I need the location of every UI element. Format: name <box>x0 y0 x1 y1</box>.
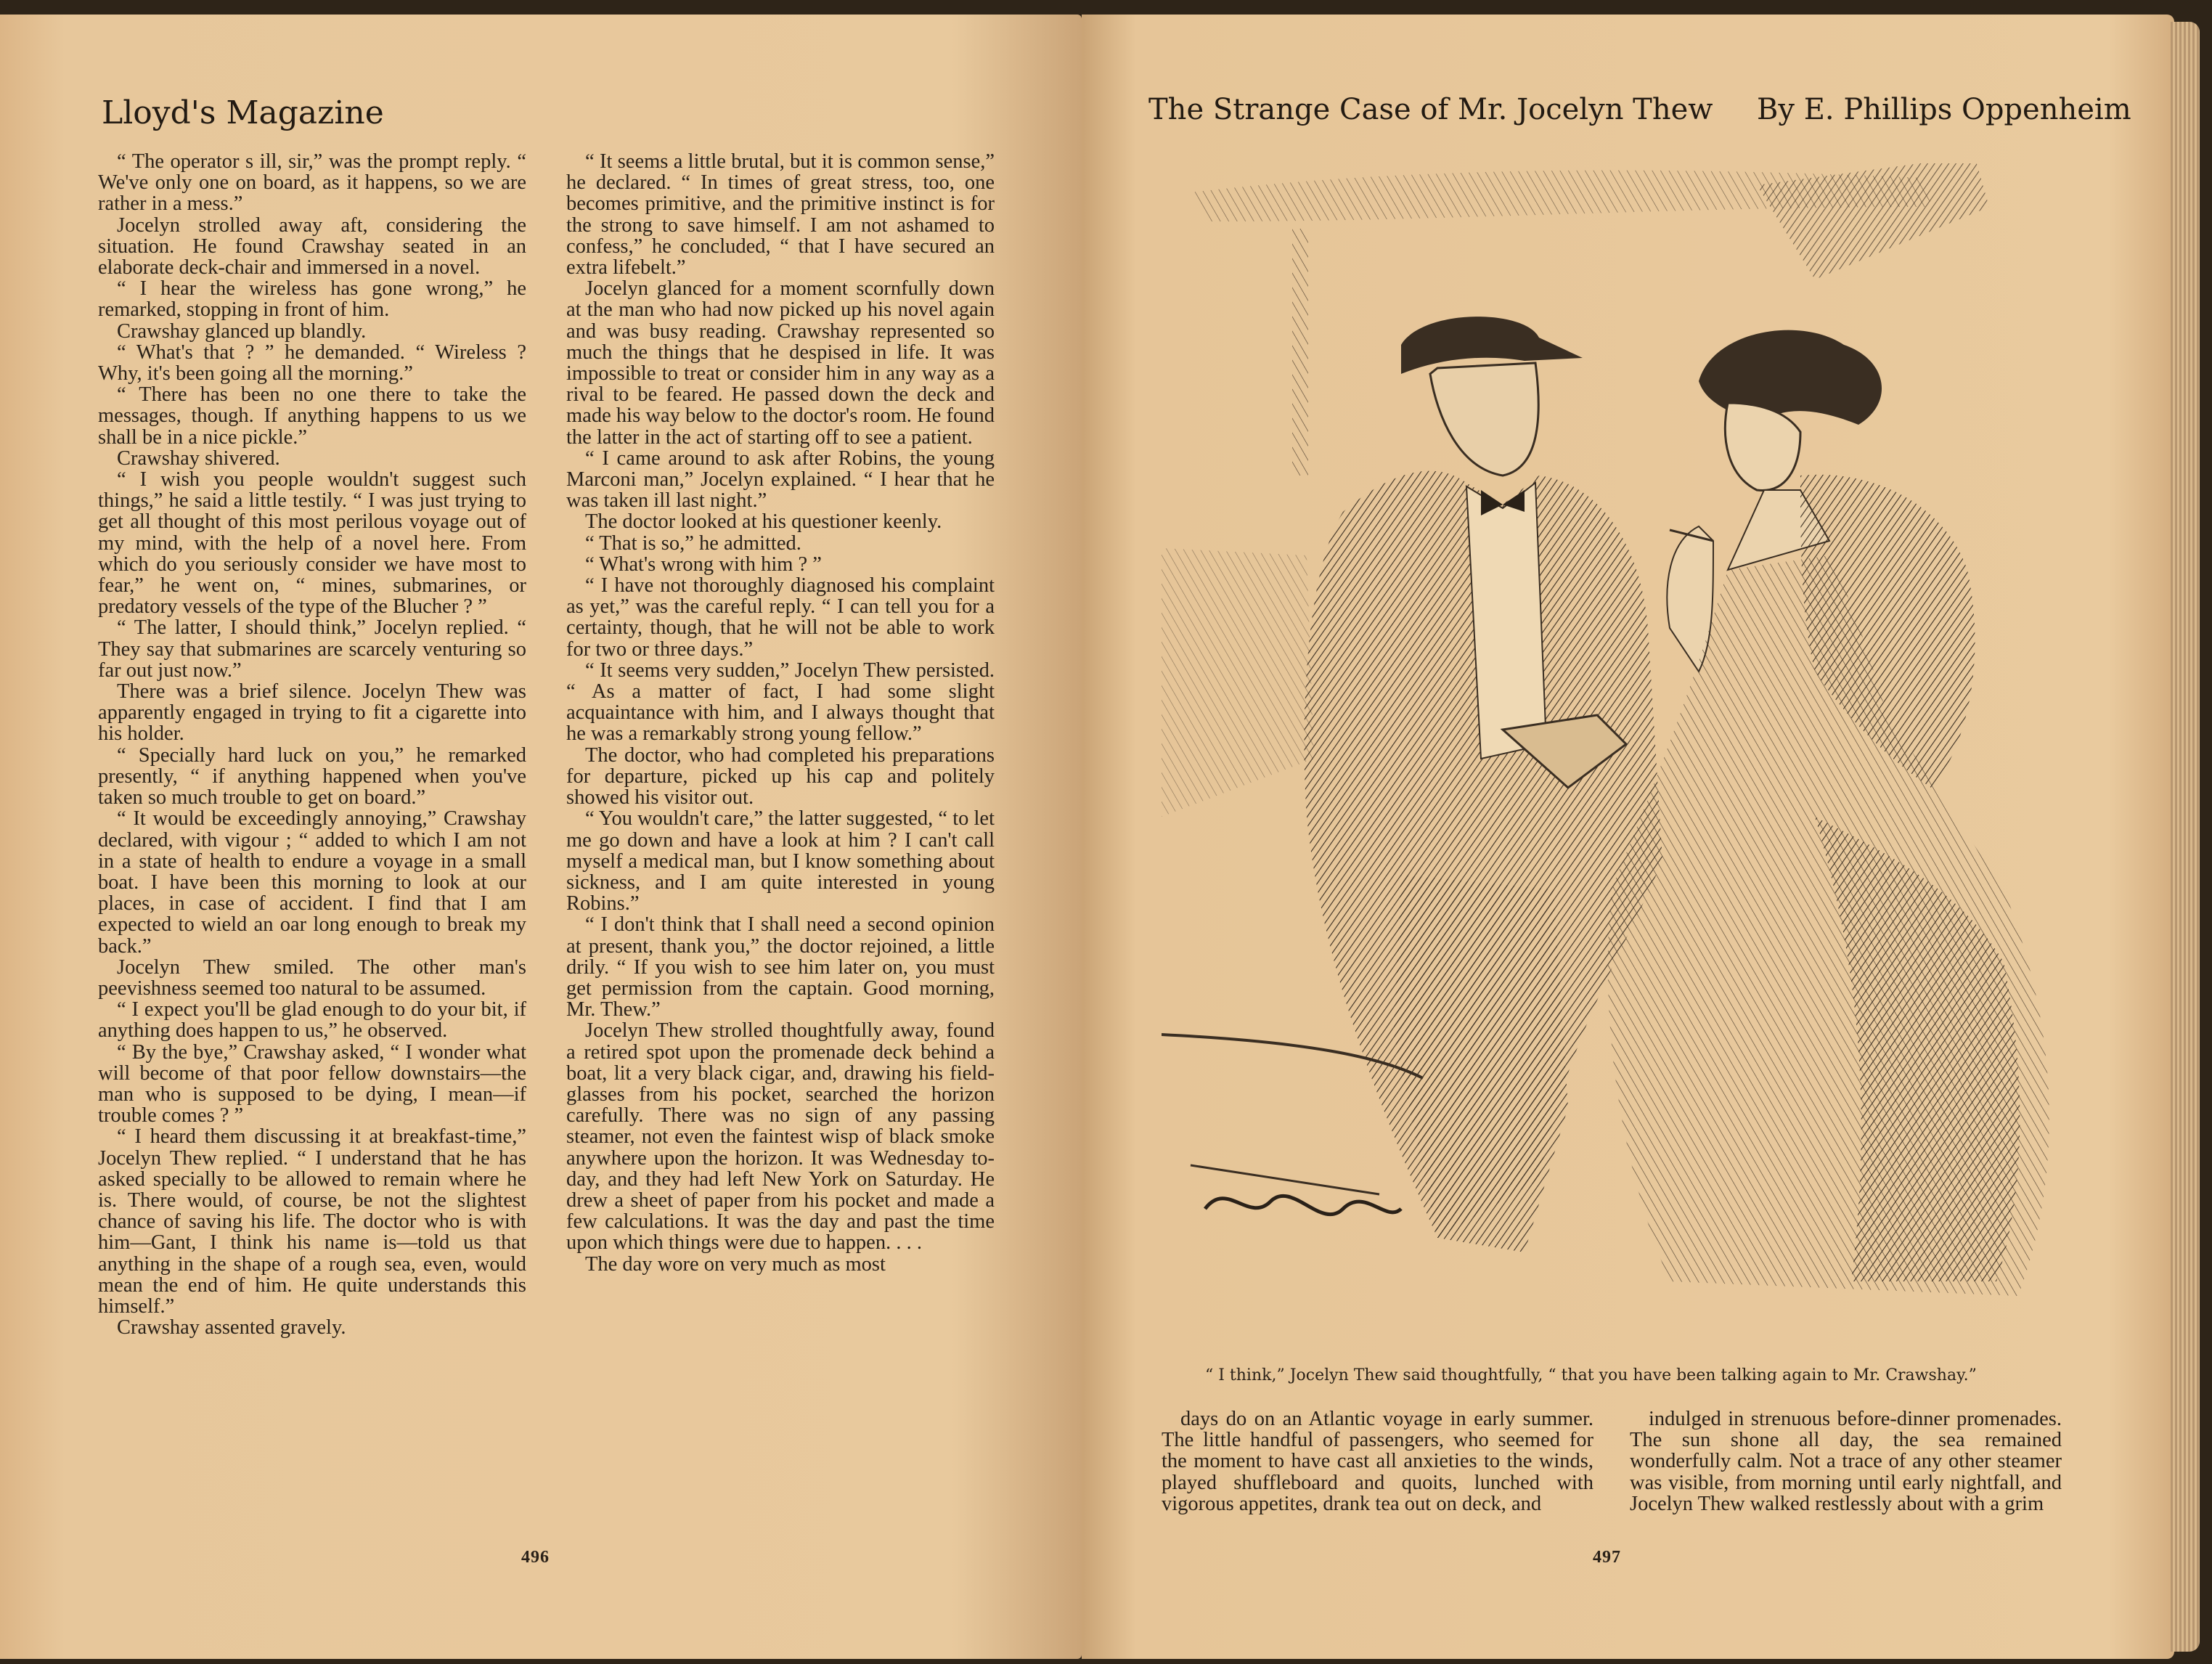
page-edges <box>2171 22 2200 1652</box>
paragraph: There was a brief silence. Jocelyn Thew was apparently engaged in trying to fit a cigarette into his holder. <box>98 680 526 746</box>
paragraph: indulged in strenuous before-dinner promenades. The sun shone all day, the sea remained wonderfully calm. Not a trace of any other steamer was visible, from morning until early nightfall, and Jocelyn Thew walked restlessly about with a grim <box>1630 1408 2062 1515</box>
paragraph: “ I heard them discussing it at breakfast-time,” Jocelyn Thew replied. “ I understand that he has asked specially to be allowed to remain where he is. There would, of course, be not the slightest chance of saving his life. The doctor who is with him—Gant, I think his name is—told us that anything in the shape of a rough sea, even, would mean the end of him. He quite understands this himself.” <box>98 1125 526 1318</box>
paragraph: “ You wouldn't care,” the latter suggested, “ to let me go down and have a look at him ? I can't call myself a medical man, but I know something about sickness, and I am quite interested in young Robins.” <box>566 807 995 915</box>
paragraph: “ I wish you people wouldn't suggest such things,” he said a little testily. “ I was just trying to get all thought of this most perilous voyage out of my mind, with the help of a novel here. From which do you seriously consider we have most to fear,” he went on, “ mines, submarines, or predatory vessels of the type of the Blucher ? ” <box>98 468 526 619</box>
left-column-2 <box>566 151 995 1275</box>
page-number-left: 496 <box>521 1548 550 1567</box>
paragraph: “ I expect you'll be glad enough to do your bit, if anything does happen to us,” he observed. <box>98 998 526 1043</box>
paragraph: days do on an Atlantic voyage in early summer. The little handful of passengers, who seemed for the moment to have cast all anxieties to the winds, played shuffleboard and quoits, lunched with vigorous appetites, drank tea out on deck, and <box>1162 1408 1593 1515</box>
left-column-1 <box>98 151 526 1338</box>
paragraph: “ It seems very sudden,” Jocelyn Thew persisted. “ As a matter of fact, I had some slight acquaintance with him, and I always thought that he was a remarkably strong young fellow.” <box>566 658 995 746</box>
paragraph: Jocelyn Thew strolled thoughtfully away, found a retired spot upon the promenade deck behind a boat, lit a very black cigar, and, drawing his field-glasses from his pocket, searched the horizon carefully. There was no sign of any passing steamer, not even the faintest wisp of black smoke anywhere upon the horizon. It was Wednesday to-day, and they had left New York on Saturday. He drew a sheet of paper from his pocket and made a few calculations. It was the day and past the time upon which things were due to happen. . . . <box>566 1019 995 1255</box>
paragraph: The doctor, who had completed his preparations for departure, picked up his cap and politely showed his visitor out. <box>566 743 995 809</box>
illustration-caption: “ I think,” Jocelyn Thew said thoughtfully, “ that you have been talking again to Mr. Crawshay.” <box>1205 1366 1977 1384</box>
paragraph: “ I have not thoroughly diagnosed his complaint as yet,” was the careful reply. “ I can tell you for a certainty, though, that he will not be able to work for two or three days.” <box>566 574 995 661</box>
paragraph: “ I came around to ask after Robins, the young Marconi man,” Jocelyn explained. “ I hear that he was taken ill last night.” <box>566 446 995 513</box>
left-page <box>0 15 1082 1659</box>
paragraph: “ I don't think that I shall need a second opinion at present, thank you,” the doctor rejoined, a little drily. “ If you wish to see him later on, you must get permission from the captain. Good morning, Mr. Thew.” <box>566 913 995 1021</box>
paragraph: Jocelyn glanced for a moment scornfully down at the man who had now picked up his novel again and was busy reading. Crawshay represented so much the things that he despised in life. It was impossible to treat or consider him in any way as a rival to be feared. He passed down the deck and made his way below to the doctor's room. He found the latter in the act of starting off to see a patient. <box>566 277 995 449</box>
paragraph: “ I hear the wireless has gone wrong,” he remarked, stopping in front of him. <box>98 277 526 322</box>
right-column-1 <box>1162 1408 1593 1514</box>
paragraph: The day wore on very much as most <box>585 1252 886 1276</box>
running-head-title: The Strange Case of Mr. Jocelyn Thew <box>1148 93 1713 126</box>
paragraph: Crawshay assented gravely. <box>117 1316 346 1339</box>
paragraph: Jocelyn strolled away aft, considering the situation. He found Crawshay seated in an elaborate deck-chair and immersed in a novel. <box>98 213 526 280</box>
paragraph: Crawshay glanced up blandly. <box>117 319 367 343</box>
paragraph: “ There has been no one there to take the messages, though. If anything happens to us we shall be in a nice pickle.” <box>98 383 526 449</box>
paragraph: “ The latter, I should think,” Jocelyn replied. “ They say that submarines are scarcely venturing so far out just now.” <box>98 616 526 682</box>
paragraph: “ It seems a little brutal, but it is common sense,” he declared. “ In times of great stress, too, one becomes primitive, and the primitive instinct is for the strong to save himself. I am not ashamed to confess,” he concluded, “ that I have secured an extra lifebelt.” <box>566 150 995 280</box>
page-number-right: 497 <box>1593 1548 1621 1567</box>
paragraph: “ What's that ? ” he demanded. “ Wireless ? Why, it's been going all the morning.” <box>98 340 526 386</box>
illustration-couple-on-deck <box>1162 163 2120 1354</box>
paragraph: “ By the bye,” Crawshay asked, “ I wonder what will become of that poor fellow downstairs—the man who is supposed to be dying, I mean—if trouble comes ? ” <box>98 1040 526 1127</box>
right-column-2 <box>1630 1408 2062 1514</box>
running-head-left: Lloyd's Magazine <box>102 94 384 131</box>
paragraph: Crawshay shivered. <box>117 446 280 470</box>
paragraph: The doctor looked at his questioner keenly. <box>585 510 942 534</box>
paragraph: “ That is so,” he admitted. <box>585 531 801 555</box>
paragraph: “ The operator s ill, sir,” was the prompt reply. “ We've only one on board, as it happens, so we are rather in a mess.” <box>98 150 526 216</box>
right-page <box>1082 15 2174 1659</box>
paragraph: “ What's wrong with him ? ” <box>585 552 822 576</box>
running-head-author: By E. Phillips Oppenheim <box>1757 93 2131 126</box>
paragraph: “ It would be exceedingly annoying,” Crawshay declared, with vigour ; “ added to which I am not in a state of health to endure a voyage in a small boat. I have been this morning to look at our places, in case of accident. I find that I am expected to wield an oar long enough to break my back.” <box>98 807 526 958</box>
paragraph: “ Specially hard luck on you,” he remarked presently, “ if anything happened when you've taken so much trouble to get on board.” <box>98 743 526 809</box>
paragraph: Jocelyn Thew smiled. The other man's peevishness seemed too natural to be assumed. <box>98 955 526 1000</box>
